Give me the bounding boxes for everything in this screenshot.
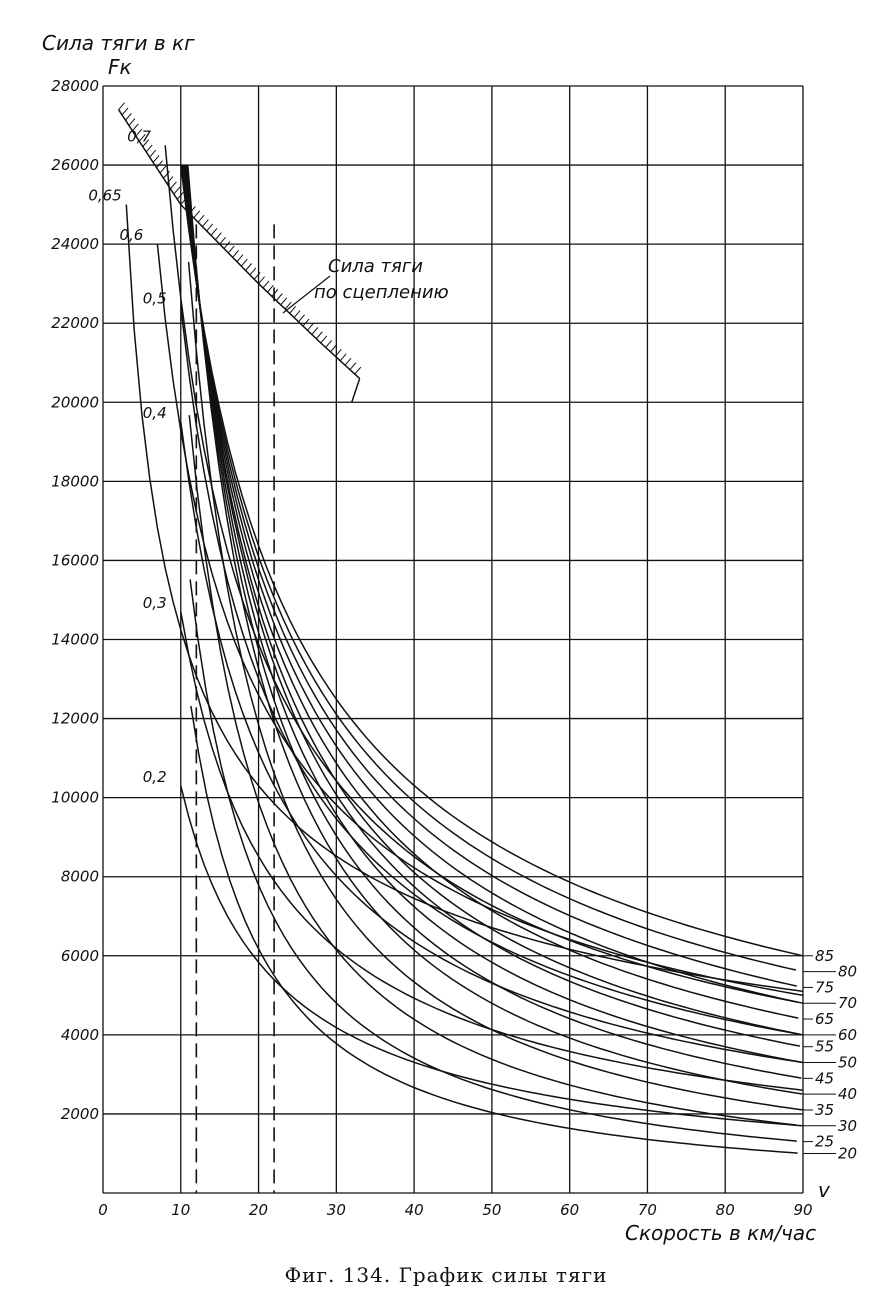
speed-label-35: 35 <box>815 1100 835 1119</box>
adhesion-hatch <box>241 259 247 266</box>
adhesion-label-line1: Сила тяги <box>328 256 423 277</box>
adhesion-hatch <box>321 336 327 343</box>
speed-label-30: 30 <box>838 1116 858 1135</box>
adhesion-hatch <box>250 268 256 275</box>
cutoff-label-0-3: 0,3 <box>142 593 167 612</box>
y-tick-24000: 24000 <box>51 235 99 254</box>
y-tick-22000: 22000 <box>51 314 99 333</box>
adhesion-hatch <box>233 250 239 257</box>
adhesion-hatch <box>303 319 309 326</box>
y-tick-8000: 8000 <box>60 867 99 886</box>
cutoff-label-0-5: 0,5 <box>142 289 167 308</box>
adhesion-hatch <box>129 119 135 126</box>
y-tick-2000: 2000 <box>60 1104 99 1123</box>
speed-label-40: 40 <box>838 1085 858 1104</box>
adhesion-hatch <box>312 328 318 335</box>
x-axis-title: Скорость в км/час <box>625 1221 817 1245</box>
adhesion-hatch <box>228 246 234 253</box>
y-tick-18000: 18000 <box>51 472 99 491</box>
grid <box>103 86 803 1193</box>
y-tick-28000: 28000 <box>51 77 99 95</box>
adhesion-hatch <box>263 281 269 288</box>
adhesion-hatch <box>350 363 356 370</box>
adhesion-hatch <box>207 224 213 231</box>
adhesion-hatch <box>215 233 221 240</box>
y-tick-10000: 10000 <box>51 788 99 807</box>
adhesion-hatch <box>170 182 176 189</box>
x-tick-60: 60 <box>560 1201 580 1219</box>
adhesion-hatch <box>153 155 159 162</box>
y-axis-symbol: Fк <box>108 55 132 79</box>
adhesion-layer <box>119 103 361 403</box>
speed-label-60: 60 <box>838 1025 858 1044</box>
adhesion-hatch <box>202 220 208 227</box>
curve-labels <box>88 127 857 1162</box>
adhesion-hatch <box>340 354 346 361</box>
adhesion-hatch <box>331 345 337 352</box>
y-tick-6000: 6000 <box>60 946 99 965</box>
adhesion-hatch <box>119 103 125 110</box>
adhesion-hatch <box>316 332 322 339</box>
speed-curve-20 <box>191 706 798 1153</box>
speed-label-45: 45 <box>815 1069 835 1088</box>
y-tick-26000: 26000 <box>51 156 99 175</box>
adhesion-hatch <box>345 358 351 365</box>
adhesion-hatch <box>237 255 243 262</box>
cutoff-label-0-2: 0,2 <box>142 767 167 786</box>
adhesion-hatch <box>146 145 152 152</box>
cutoff-label-0-4: 0,4 <box>142 404 167 423</box>
x-tick-70: 70 <box>637 1201 657 1219</box>
speed-label-55: 55 <box>815 1037 835 1056</box>
adhesion-hatch <box>267 285 273 292</box>
adhesion-hatch <box>194 211 200 218</box>
curves <box>126 145 803 1153</box>
adhesion-hatch <box>326 340 332 347</box>
y-axis-title: Сила тяги в кг <box>42 31 195 55</box>
speed-curve-30 <box>189 415 796 1125</box>
x-axis-symbol: v <box>818 1178 830 1202</box>
x-tick-20: 20 <box>249 1201 269 1219</box>
tick-labels <box>51 77 812 1219</box>
speed-label-65: 65 <box>815 1010 835 1029</box>
y-tick-12000: 12000 <box>51 709 99 728</box>
x-tick-30: 30 <box>326 1201 346 1219</box>
y-tick-16000: 16000 <box>51 551 99 570</box>
adhesion-hatch <box>224 242 230 249</box>
adhesion-hatch <box>246 264 252 271</box>
adhesion-hatch <box>157 161 163 168</box>
speed-label-20: 20 <box>838 1144 858 1163</box>
speed-label-80: 80 <box>838 962 858 981</box>
speed-label-75: 75 <box>815 978 835 997</box>
adhesion-hatch <box>285 302 291 309</box>
adhesion-hatch <box>125 113 131 120</box>
y-tick-14000: 14000 <box>51 630 99 649</box>
adhesion-hatch <box>150 150 156 157</box>
adhesion-hatch <box>211 228 217 235</box>
adhesion-label-line2: по сцеплению <box>314 282 449 303</box>
x-tick-90: 90 <box>793 1201 813 1219</box>
cutoff-label-0-65: 0,65 <box>88 186 122 205</box>
speed-label-25: 25 <box>815 1132 835 1151</box>
speed-label-70: 70 <box>838 994 858 1013</box>
cutoff-label-0-6: 0,6 <box>119 226 144 245</box>
adhesion-hatch <box>122 108 128 115</box>
figure-caption: Фиг. 134. График силы тяги <box>284 1263 608 1287</box>
x-tick-0: 0 <box>98 1201 108 1219</box>
speed-label-50: 50 <box>838 1053 858 1072</box>
adhesion-hatch <box>220 237 226 244</box>
x-tick-10: 10 <box>171 1201 191 1219</box>
adhesion-hatch <box>281 298 287 305</box>
x-tick-40: 40 <box>404 1201 424 1219</box>
cutoff-label-0-7: 0,7 <box>127 127 152 146</box>
adhesion-hatch <box>259 277 265 284</box>
adhesion-hatch <box>299 315 305 322</box>
adhesion-hatch <box>174 187 180 194</box>
adhesion-hatch <box>355 367 361 374</box>
y-tick-20000: 20000 <box>51 393 99 412</box>
x-tick-50: 50 <box>482 1201 502 1219</box>
adhesion-hatch <box>198 215 204 222</box>
adhesion-hatch <box>307 323 313 330</box>
speed-label-85: 85 <box>815 946 835 965</box>
cutoff-curve-0-6 <box>157 244 803 995</box>
y-tick-4000: 4000 <box>60 1025 99 1044</box>
adhesion-hatch <box>294 311 300 318</box>
x-tick-80: 80 <box>715 1201 735 1219</box>
adhesion-hatch <box>254 272 260 279</box>
adhesion-tail <box>352 379 360 403</box>
adhesion-hatch <box>276 294 282 301</box>
adhesion-hatch <box>160 166 166 173</box>
